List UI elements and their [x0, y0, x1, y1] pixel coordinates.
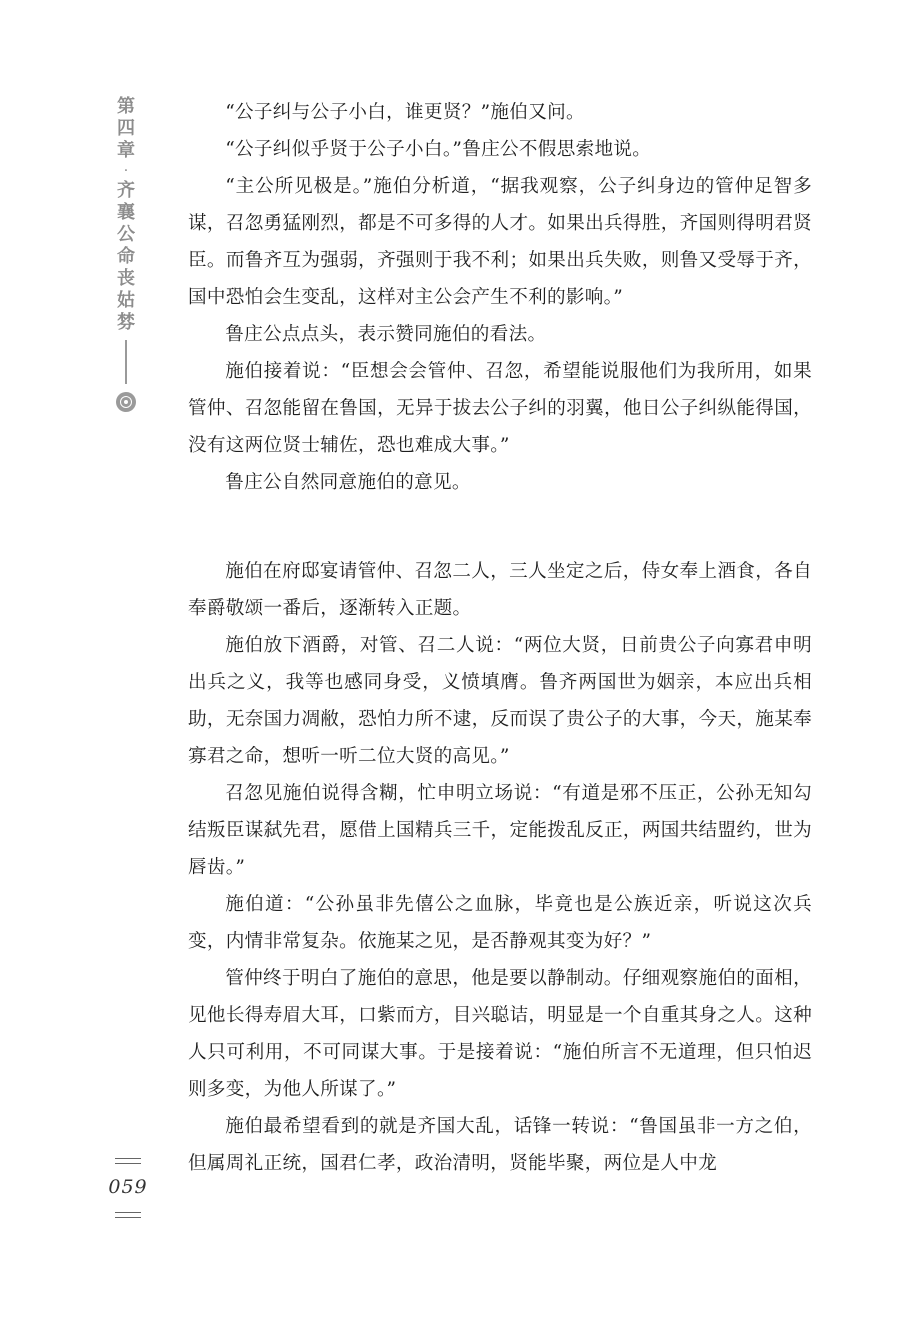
chapter-subtitle-char: 公: [117, 224, 135, 245]
section-break: [188, 501, 812, 553]
chapter-subtitle-char: 丧: [117, 268, 135, 289]
paragraph: 施伯最希望看到的就是齐国大乱，话锋一转说：“鲁国虽非一方之伯，但属周礼正统，国君仁孝，政治清明，贤能毕聚，两位是人中龙: [188, 1116, 812, 1174]
chapter-vertical-rule: [125, 340, 127, 384]
chapter-title-char: 第: [117, 96, 135, 117]
paragraph: 施伯在府邸宴请管仲、召忽二人，三人坐定之后，侍女奉上酒食，各自奉爵敬颂一番后，逐渐转入正题。: [188, 561, 812, 619]
page-body-text: [188, 94, 812, 1182]
chapter-sidebar: [112, 96, 140, 412]
paragraph: 召忽见施伯说得含糊，忙申明立场说：“有道是邪不压正，公孙无知勾结叛臣谋弑先君，愿借上国精兵三千，定能拨乱反正，两国共结盟约，世为唇齿。”: [188, 783, 812, 878]
page-number: 059: [108, 1176, 148, 1198]
paragraph: “公子纠似乎贤于公子小白。”鲁庄公不假思索地说。: [225, 139, 652, 160]
chapter-subtitle-char: 襄: [117, 202, 135, 223]
chapter-subtitle-char: 棼: [117, 312, 135, 333]
chapter-subtitle-char: 命: [117, 246, 135, 267]
chapter-subtitle-char: 姑: [117, 290, 135, 311]
paragraph: 施伯放下酒爵，对管、召二人说：“两位大贤，日前贵公子向寡君申明出兵之义，我等也感同身受，义愤填膺。鲁齐两国世为姻亲，本应出兵相助，无奈国力凋敝，恐怕力所不逮，反而误了贵公子的大事，今天，施某奉寡君之命，想听一听二位大贤的高见。”: [188, 635, 812, 767]
page-number-block: [108, 1158, 148, 1218]
page-number-rule-bottom: [115, 1212, 141, 1218]
paragraph: “公子纠与公子小白，谁更贤？”施伯又问。: [225, 102, 585, 123]
chapter-title-char: 四: [117, 118, 135, 139]
chapter-title-char: 章: [117, 140, 135, 161]
paragraph: 管仲终于明白了施伯的意思，他是要以静制动。仔细观察施伯的面相，见他长得寿眉大耳，口紫而方，目兴聪诘，明显是一个自重其身之人。这种人只可利用，不可同谋大事。于是接着说：“施伯所言不无道理，但只怕迟则多变，为他人所谋了。”: [188, 968, 812, 1100]
page-number-rule-top: [115, 1158, 141, 1164]
paragraph: 鲁庄公自然同意施伯的意见。: [225, 472, 471, 493]
chapter-subtitle-char: 齐: [117, 180, 135, 201]
paragraph: 鲁庄公点点头，表示赞同施伯的看法。: [225, 324, 547, 345]
chapter-separator: ·: [123, 163, 129, 179]
paragraph: “主公所见极是。”施伯分析道，“据我观察，公子纠身边的管仲足智多谋，召忽勇猛刚烈，都是不可多得的人才。如果出兵得胜，齐国则得明君贤臣。而鲁齐互为强弱，齐强则于我不利；如果出兵失败，则鲁又受辱于齐，国中恐怕会生变乱，这样对主公会产生不利的影响。”: [188, 176, 812, 308]
round-seal-icon: [116, 392, 136, 412]
paragraph: 施伯接着说：“臣想会会管仲、召忽，希望能说服他们为我所用，如果管仲、召忽能留在鲁国，无异于拔去公子纠的羽翼，他日公子纠纵能得国，没有这两位贤士辅佐，恐也难成大事。”: [188, 361, 812, 456]
paragraph: 施伯道：“公孙虽非先僖公之血脉，毕竟也是公族近亲，听说这次兵变，内情非常复杂。依施某之见，是否静观其变为好？”: [188, 894, 812, 952]
